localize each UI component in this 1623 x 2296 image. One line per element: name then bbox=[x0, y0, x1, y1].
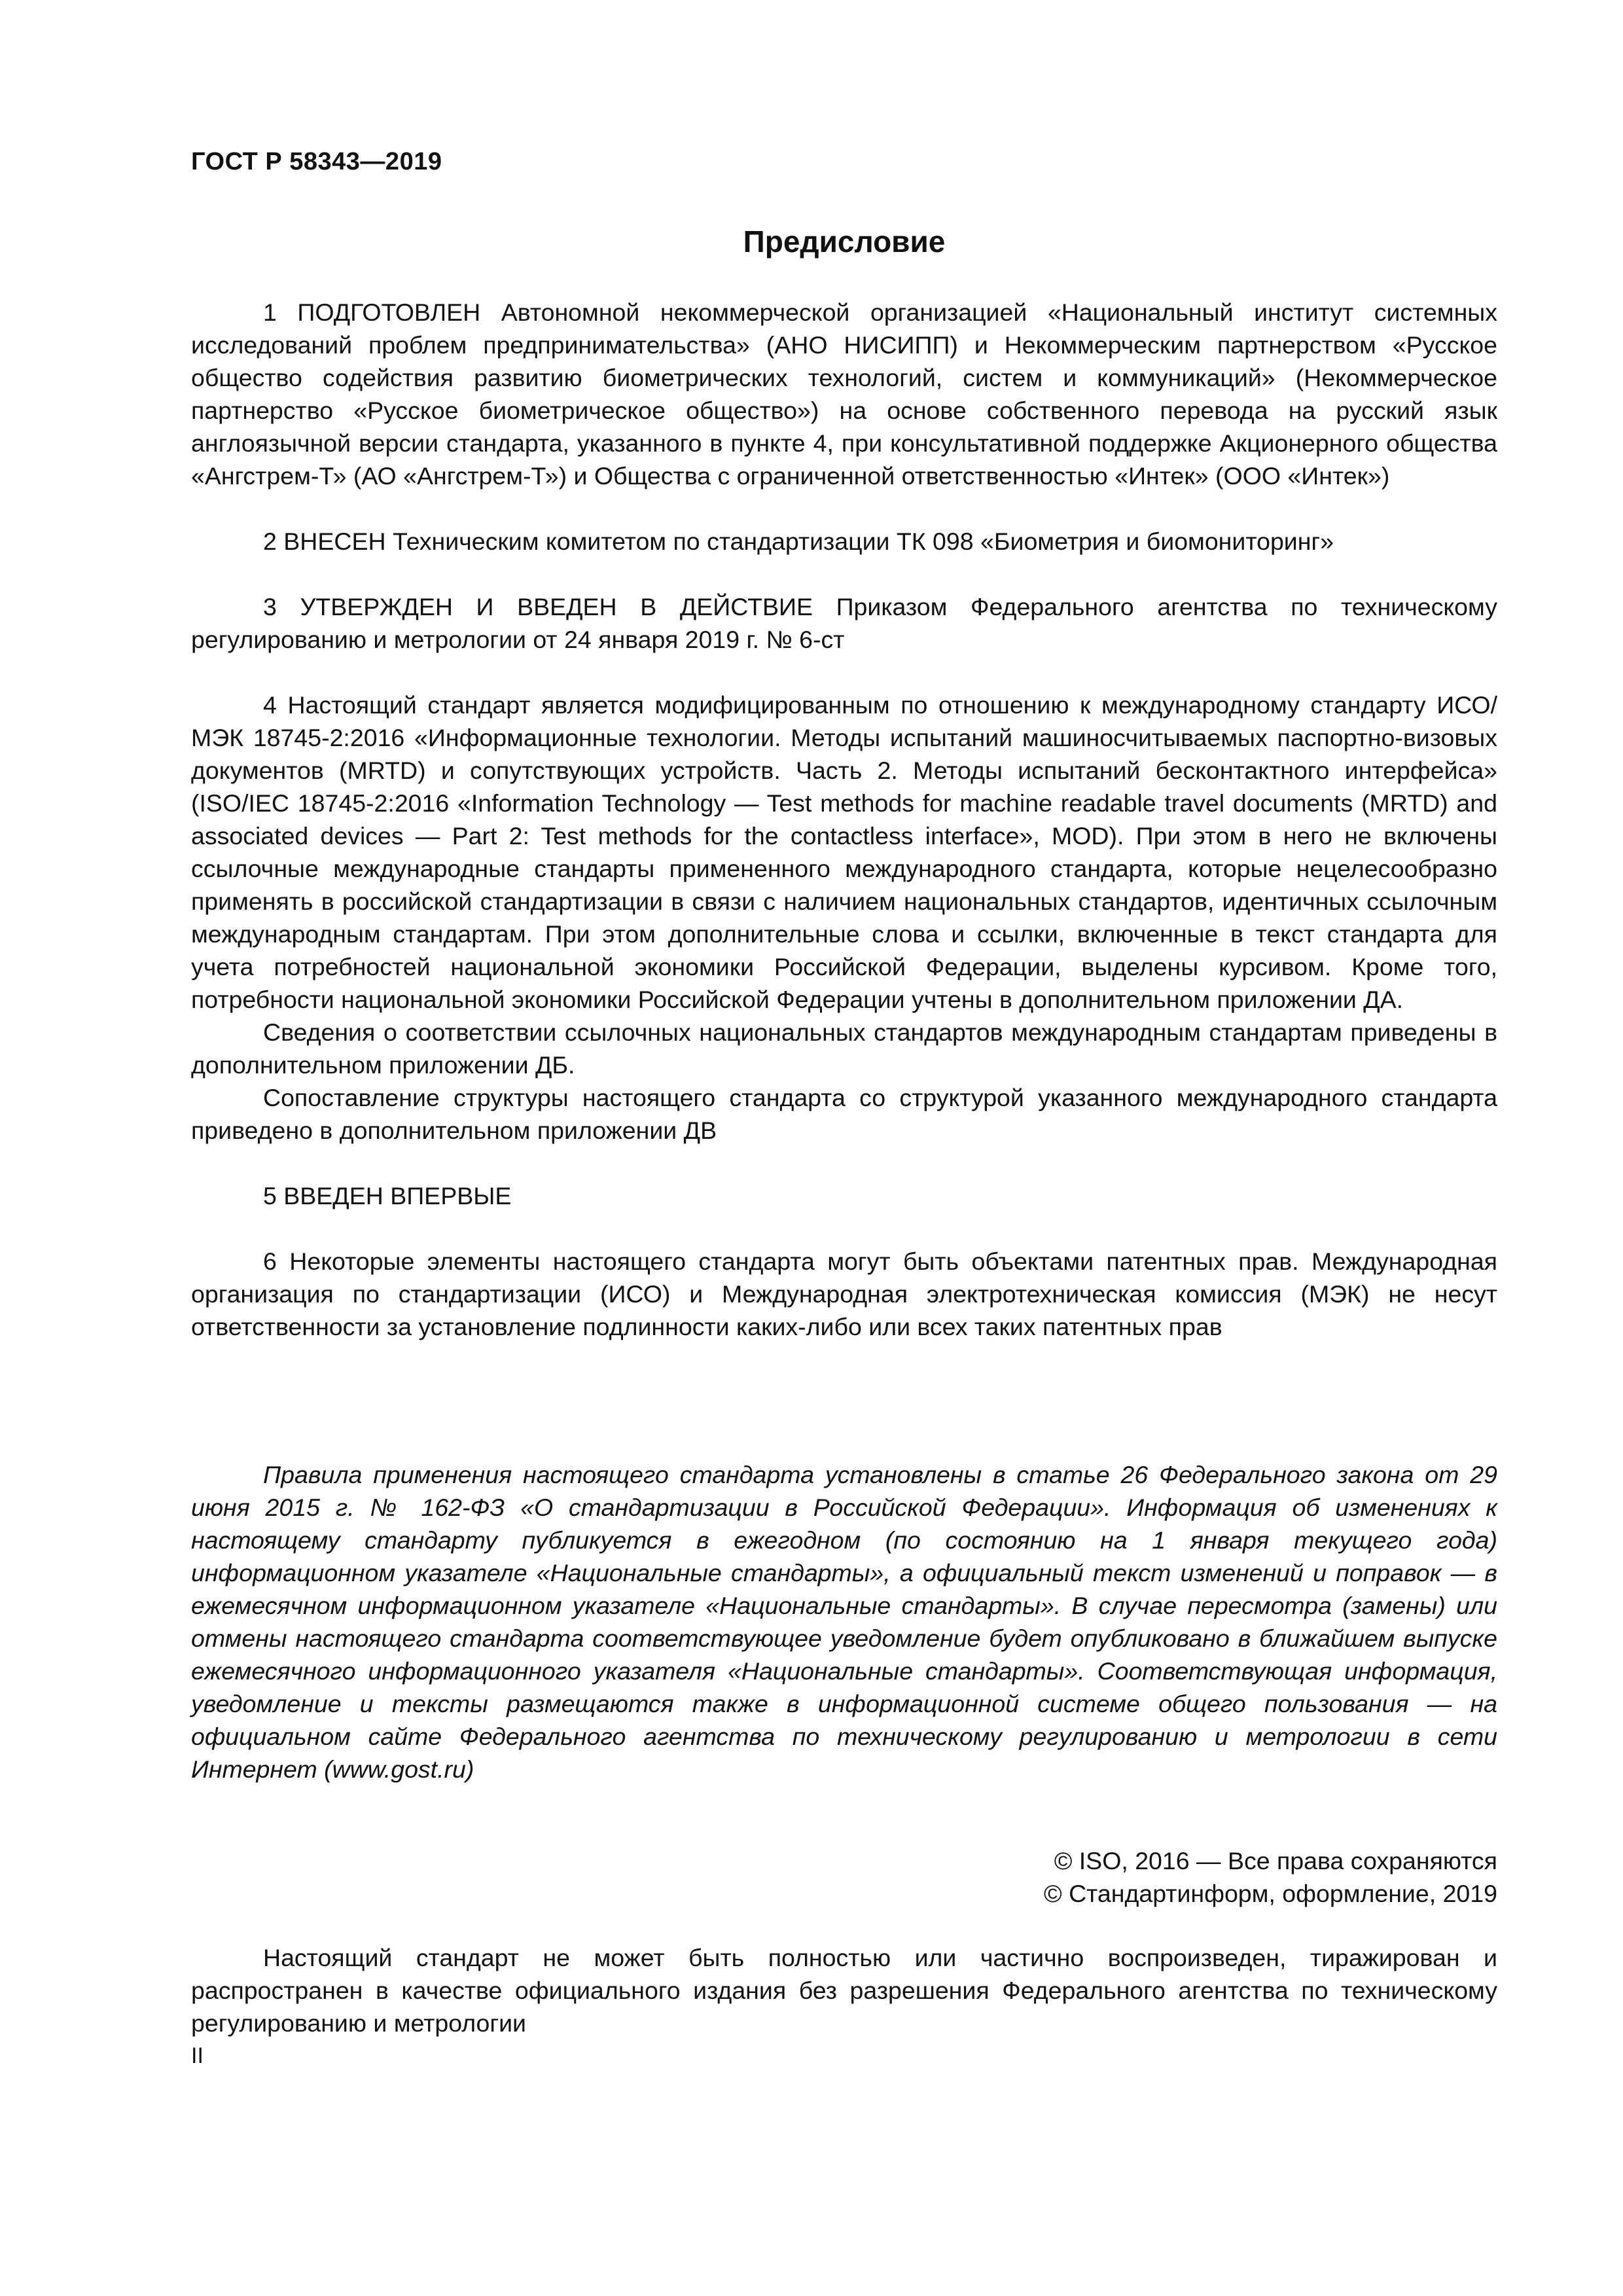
paragraph-3-approved: 3 УТВЕРЖДЕН И ВВЕДЕН В ДЕЙСТВИЕ Приказом Федерального агентства по техническому регулированию и метрологии от 24 января 2019 г. № 6-ст bbox=[191, 593, 1497, 653]
paragraph-2-introduced: 2 ВНЕСЕН Техническим комитетом по стандартизации ТК 098 «Биометрия и биомониторинг» bbox=[263, 528, 1334, 555]
application-rules-notice: Правила применения настоящего стандарта установлены в статье 26 Федерального закона от 29 июня 2015 г. № 162-ФЗ «О стандартизации в Российской Федерации». Информация об изменениях к настоящему стандарту публикуется в ежегодном (по состоянию на 1 января текущего года) информационном указателе «Национальные стандарты», а официальный текст изменений и поправок — в ежемесячном информационном указателе «Национальные стандарты». В случае пересмотра (замены) или отмены настоящего стандарта соответствующее уведомление будет опубликовано в ближайшем выпуске ежемесячного информационного указателя «Национальные стандарты». Соответствующая информация, уведомление и тексты размещаются также в информационной системе общего пользования — на официальном сайте Федерального агентства по техническому регулированию и метрологии в сети Интернет (www.gost.ru) bbox=[191, 1461, 1497, 1783]
page-number: II bbox=[191, 2043, 204, 2068]
copyright-iso: © ISO, 2016 — Все права сохраняются bbox=[1054, 1847, 1497, 1874]
paragraph-4-structure: Сопоставление структуры настоящего стандарта со структурой указанного международного стандарта приведено в дополнительном приложении ДВ bbox=[191, 1084, 1497, 1144]
paragraph-4-references: Сведения о соответствии ссылочных национальных стандартов международным стандартам приведены в дополнительном приложении ДБ. bbox=[191, 1018, 1497, 1079]
copyright-standartinform: © Стандартинформ, оформление, 2019 bbox=[1044, 1880, 1497, 1907]
page-title: Предисловие bbox=[743, 224, 946, 259]
reprint-notice: Настоящий стандарт не может быть полностью или частично воспроизведен, тиражирован и распространен в качестве официального издания без разрешения Федерального агентства по техническому регулированию и метрологии bbox=[191, 1944, 1497, 2037]
document-header: ГОСТ Р 58343—2019 bbox=[191, 148, 442, 175]
copyright-block bbox=[1044, 1844, 1497, 1910]
paragraph-6-patents: 6 Некоторые элементы настоящего стандарта могут быть объектами патентных прав. Международная организация по стандартизации (ИСО) и Международная электротехническая комиссия (МЭК) не несут ответственности за установление подлинности каких-либо или всех таких патентных прав bbox=[191, 1247, 1497, 1340]
paragraph-5-first-introduced: 5 ВВЕДЕН ВПЕРВЫЕ bbox=[263, 1182, 512, 1210]
paragraph-4-modified: 4 Настоящий стандарт является модифицированным по отношению к международному стандарту ИСО/МЭК 18745-2:2016 «Информационные технологии. Методы испытаний машиносчитываемых паспортно-визовых документов (MRTD) и сопутствующих устройств. Часть 2. Методы испытаний бесконтактного интерфейса» (ISO/IEC 18745-2:2016 «Information Technology — Test methods for machine readable travel documents (MRTD) and associated devices — Part 2: Test methods for the contactless interface», MOD). При этом в него не включены ссылочные международные стандарты примененного международного стандарта, которые нецелесообразно применять в российской стандартизации в связи с наличием национальных стандартов, идентичных ссылочным международным стандартам. При этом дополнительные слова и ссылки, включенные в текст стандарта для учета потребностей национальной экономики Российской Федерации, выделены курсивом. Кроме того, потребности национальной экономики Российской Федерации учтены в дополнительном приложении ДА. bbox=[191, 691, 1497, 1013]
paragraph-1-prepared: 1 ПОДГОТОВЛЕН Автономной некоммерческой организацией «Национальный институт системных исследований проблем предпринимательства» (АНО НИСИПП) и Некоммерческим партнерством «Русское общество содействия развитию биометрических технологий, систем и коммуникаций» (Некоммерческое партнерство «Русское биометрическое общество») на основе собственного перевода на русский язык англоязычной версии стандарта, указанного в пункте 4, при консультативной поддержке Акционерного общества «Ангстрем-Т» (АО «Ангстрем-Т») и Общества с ограниченной ответственностью «Интек» (ООО «Интек») bbox=[191, 298, 1497, 490]
foreword-body bbox=[191, 296, 1497, 1343]
